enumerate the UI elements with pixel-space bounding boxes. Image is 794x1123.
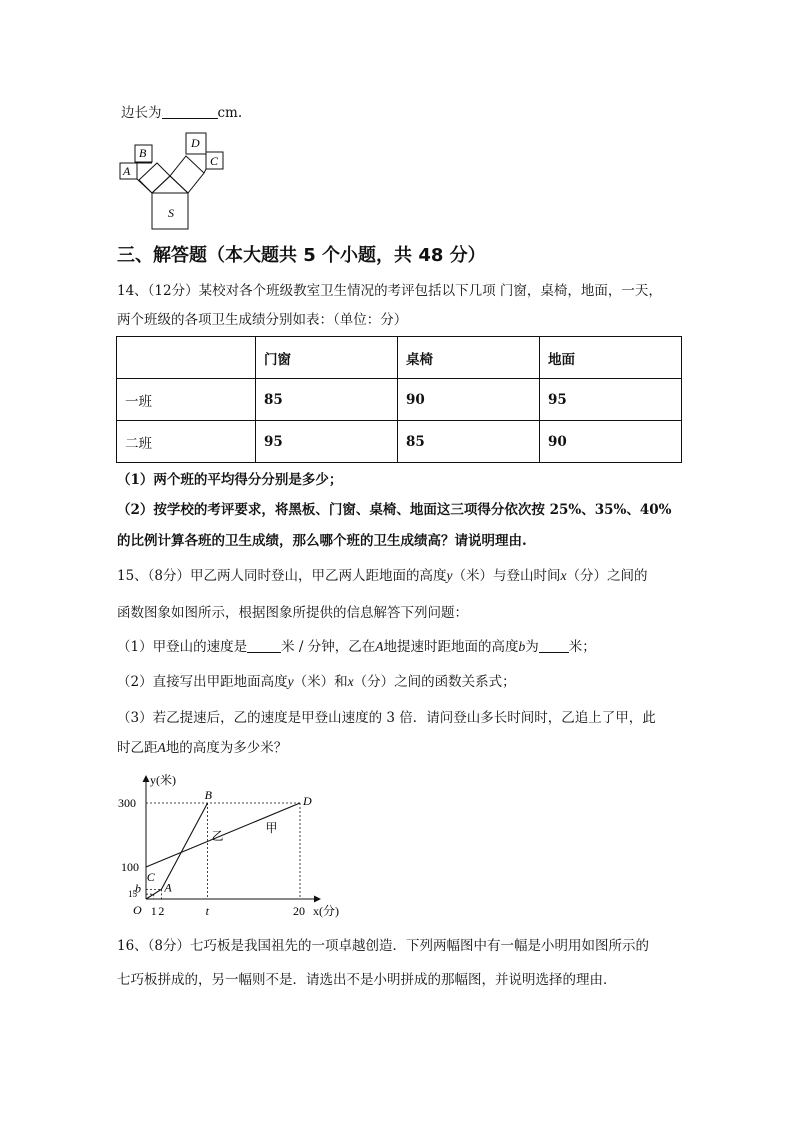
q14-stem-line2: 两个班级的各项卫生成绩分别如表：（单位：分）	[117, 312, 408, 328]
var-A: A	[375, 639, 384, 654]
q16-line2: 七巧板拼成的，另一幅则不是．请选出不是小明拼成的那幅图，并说明选择的理由．	[117, 972, 617, 988]
q15-sub3-line2	[117, 738, 287, 758]
x-tick-t: t	[205, 904, 209, 918]
table-header-row	[117, 337, 682, 379]
var-x: x	[560, 568, 567, 583]
y-tick-b: b	[135, 881, 141, 896]
series-yi-line	[146, 803, 208, 899]
table-cell: 95	[256, 421, 398, 463]
q15-sub1	[117, 637, 596, 657]
table-header-cell: 地面	[540, 337, 682, 379]
table-cell: 90	[540, 421, 682, 463]
squares-figure	[112, 128, 232, 232]
y-tick-100: 100	[121, 860, 139, 874]
y-tick-15: 15	[128, 889, 137, 900]
q14-sub2-line1: （2）按学校的考评要求，将黑板、门窗、桌椅、地面这三项得分依次按 25%、35%、40%	[117, 502, 672, 518]
q15-line1-c: （分）之间的	[566, 568, 648, 584]
q15-line1-b: （米）与登山时间	[452, 568, 561, 584]
table-header-cell	[117, 337, 256, 379]
right-triangle	[152, 176, 188, 193]
var-y: y	[446, 568, 453, 583]
speed-blank[interactable]	[247, 638, 281, 653]
table-cell: 90	[398, 379, 540, 421]
var-y: y	[287, 674, 294, 689]
q15-sub2	[117, 672, 516, 692]
q13-suffix: cm.	[217, 105, 243, 121]
height-blank[interactable]	[539, 638, 569, 653]
right-square	[170, 156, 204, 193]
q13-answer-line	[121, 103, 242, 123]
q14-sub1: （1）两个班的平均得分分别是多少；	[117, 472, 343, 488]
q15-sub1-a: （1）甲登山的速度是	[117, 639, 248, 655]
q15-sub2-c: （分）之间的函数关系式；	[353, 674, 516, 690]
y-tick-300: 300	[118, 796, 136, 810]
label-A: A	[123, 164, 131, 178]
q15-sub1-c: 地提速时距地面的高度	[383, 639, 519, 655]
x-tick-1: 1	[150, 904, 157, 918]
point-C-label: C	[146, 870, 155, 884]
q15-line2: 函数图象如图所示，根据图象所提供的信息解答下列问题：	[117, 605, 468, 621]
q15-line1-a: 15、（8分）甲乙两人同时登山，甲乙两人距地面的高度	[117, 568, 447, 584]
table-header-cell: 门窗	[256, 337, 398, 379]
q15-sub1-d: 为	[525, 639, 539, 655]
table-header-cell: 桌椅	[398, 337, 540, 379]
point-A-label: A	[164, 880, 172, 895]
left-square	[139, 163, 170, 193]
label-B: B	[139, 146, 147, 160]
q15-sub3-b: 地的高度为多少米？	[165, 740, 288, 756]
q13-answer-blank[interactable]	[162, 104, 218, 119]
table-cell: 85	[256, 379, 398, 421]
q14-sub2-line2: 的比例计算各班的卫生成绩，那么哪个班的卫生成绩高？请说明理由.	[117, 533, 527, 549]
q15-sub2-a: （2）直接写出甲距地面高度	[117, 674, 288, 690]
climb-chart	[112, 770, 352, 922]
series-yi-label: 乙	[211, 828, 224, 843]
q15-sub3-line1: （3）若乙提速后，乙的速度是甲登山速度的 3 倍．请问登山多长时间时，乙追上了甲，此	[117, 710, 656, 726]
label-S: S	[168, 206, 174, 220]
q15-sub2-b: （米）和	[293, 674, 348, 690]
series-jia-label: 甲	[265, 820, 278, 835]
label-C: C	[210, 154, 219, 168]
point-B-label: B	[204, 788, 212, 802]
table-row	[117, 379, 682, 421]
q15-sub3-a: 时乙距	[117, 740, 158, 756]
score-table	[116, 336, 682, 463]
q15-line1	[117, 566, 648, 586]
y-axis-label: y(米)	[150, 773, 176, 787]
x-tick-20: 20	[293, 904, 305, 918]
var-x: x	[347, 674, 354, 689]
table-cell: 85	[398, 421, 540, 463]
point-D-label: D	[303, 794, 312, 808]
q14-stem-line1: 14、（12分）某校对各个班级教室卫生情况的考评包括以下几项 门窗，桌椅，地面，一天，	[117, 283, 662, 299]
table-cell: 一班	[117, 379, 256, 421]
section-title: 三、解答题（本大题共 5 个小题，共 48 分）	[117, 245, 486, 266]
q16-line1: 16、（8分）七巧板是我国祖先的一项卓越创造．下列两幅图中有一幅是小明用如图所示的	[117, 938, 650, 954]
x-axis-label: x(分)	[313, 904, 339, 918]
q13-prefix: 边长为	[121, 105, 162, 121]
q15-sub1-e: 米；	[568, 639, 596, 655]
table-cell: 二班	[117, 421, 256, 463]
origin-label: O	[133, 903, 142, 917]
var-b: b	[518, 639, 526, 654]
q15-sub1-b: 米 / 分钟，乙在	[281, 639, 376, 655]
x-tick-2: 2	[158, 904, 165, 918]
table-row	[117, 421, 682, 463]
var-A: A	[157, 740, 166, 755]
table-cell: 95	[540, 379, 682, 421]
label-D: D	[191, 136, 200, 150]
